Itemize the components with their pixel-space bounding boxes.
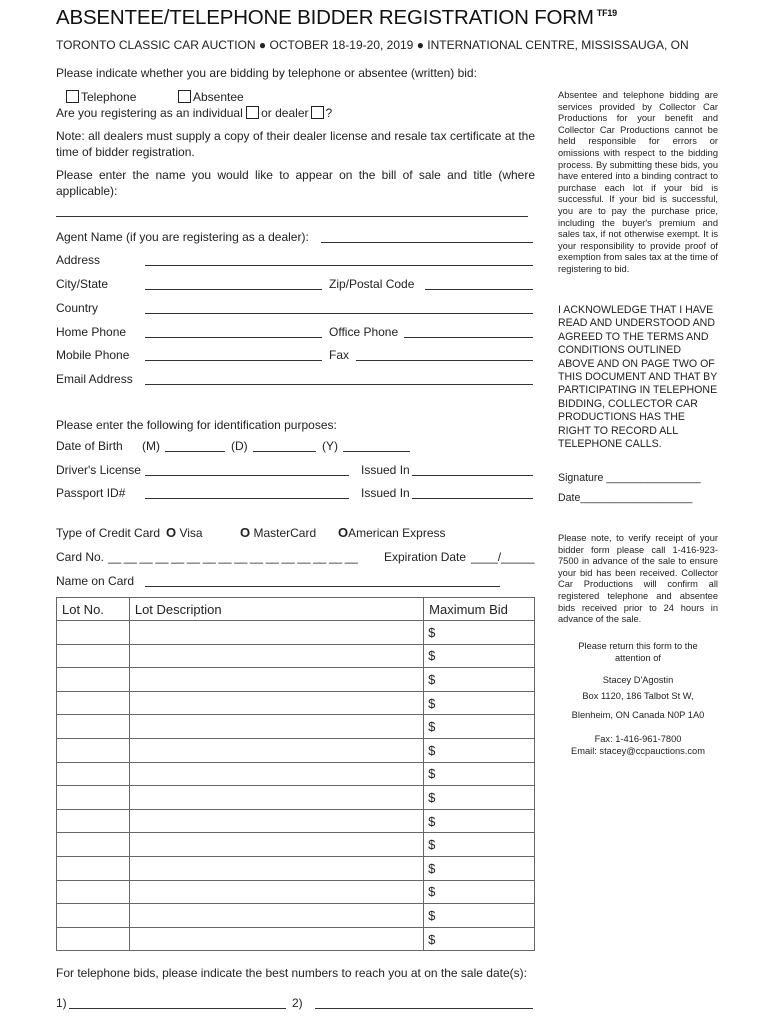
telephone-option[interactable]: [66, 90, 136, 104]
phone-2-label: 2): [292, 996, 303, 1010]
maximum-bid-cell[interactable]: $: [424, 621, 535, 645]
name-on-card-label: Name on Card: [56, 574, 135, 588]
signature-label: Signature: [558, 472, 604, 484]
bidding-disclaimer: Absentee and telephone bidding are services provided by Collector Car Productions for your benefit and Collector Car Productions cannot be held responsible for errors or omissions with respect to the bidding process. By submitting these bids, you have entered into a binding contract to purchase each lot if your bid is successful. If your bid is successful, you are to pay the purchase price, including the buyer's premium and sales tax, if not otherwise exempt. It is your responsibility to provide proof of exemption from sales tax at the time of registering to bid.: [558, 90, 718, 274]
signature-row: [558, 472, 701, 484]
lot-description-cell[interactable]: [129, 691, 423, 715]
agent-name-label: Agent Name (if you are registering as a dealer):: [56, 230, 309, 244]
passport-issued-in-label: Issued In: [361, 486, 410, 500]
city-state-label: City/State: [56, 277, 109, 291]
lot-description-cell[interactable]: [129, 856, 423, 880]
lot-description-cell[interactable]: [129, 927, 423, 951]
lot-description-cell[interactable]: [129, 621, 423, 645]
form-code: TF19: [596, 8, 617, 18]
registrant-prompt: Are you registering as an individual: [56, 106, 243, 120]
lot-no-cell[interactable]: [57, 668, 130, 692]
mobile-phone-label: Mobile Phone: [56, 348, 130, 362]
lot-no-cell[interactable]: [57, 715, 130, 739]
table-header-row: [57, 598, 535, 621]
telephone-checkbox[interactable]: [66, 90, 79, 103]
lot-description-cell[interactable]: [129, 762, 423, 786]
phone-2-line[interactable]: [315, 1008, 533, 1009]
card-type-label: Type of Credit Card: [56, 526, 161, 540]
amex-label: American Express: [348, 526, 446, 540]
date-field[interactable]: ___________________: [580, 492, 693, 504]
mobile-phone-line[interactable]: [145, 360, 322, 361]
maximum-bid-cell[interactable]: $: [424, 833, 535, 857]
lot-no-cell[interactable]: [57, 738, 130, 762]
dob-label: Date of Birth: [56, 439, 123, 453]
lot-no-cell[interactable]: [57, 691, 130, 715]
expiration-field[interactable]: ____/_____: [471, 550, 535, 564]
mastercard-label: MasterCard: [253, 526, 317, 540]
contact-address-line1: Box 1120, 186 Talbot St W,: [582, 691, 694, 701]
absentee-option[interactable]: [178, 90, 244, 104]
maximum-bid-cell[interactable]: $: [424, 809, 535, 833]
passport-label: Passport ID#: [56, 486, 126, 500]
maximum-bid-cell[interactable]: $: [424, 904, 535, 928]
identification-prompt: Please enter the following for identification purposes:: [56, 418, 337, 432]
country-label: Country: [56, 301, 99, 315]
contact-name: Stacey D'Agostin: [602, 675, 674, 685]
office-phone-line[interactable]: [404, 337, 533, 338]
lot-description-cell[interactable]: [129, 668, 423, 692]
dob-year-label: (Y): [322, 439, 338, 453]
acknowledgement: I ACKNOWLEDGE THAT I HAVE READ AND UNDERSTOOD AND AGREED TO THE TERMS AND CONDITIONS OUTLINED ABOVE AND ON PAGE TWO OF THIS DOCUMENT AND THAT BY PARTICIPATING IN TELEPHONE BIDDING, COLLECTOR CAR PRODUCTIONS HAS THE RIGHT TO RECORD ALL TELEPHONE CALLS.: [558, 304, 718, 451]
maximum-bid-cell[interactable]: $: [424, 691, 535, 715]
lot-no-cell[interactable]: [57, 644, 130, 668]
lot-no-cell[interactable]: [57, 927, 130, 951]
lot-description-cell[interactable]: [129, 715, 423, 739]
country-line[interactable]: [145, 313, 533, 314]
table-row: [57, 691, 535, 715]
card-number-label: Card No.: [56, 550, 105, 564]
phone-prompt: For telephone bids, please indicate the best numbers to reach you at on the sale date(s):: [56, 966, 527, 980]
lot-no-cell[interactable]: [57, 762, 130, 786]
card-number-field[interactable]: __ __ __ __ __ __ __ __ __ __ __ __ __ __ __ __: [108, 550, 358, 564]
table-row: [57, 668, 535, 692]
absentee-label: Absentee: [193, 90, 244, 104]
bill-of-sale-name-line[interactable]: [56, 216, 528, 217]
dealer-checkbox[interactable]: [311, 106, 324, 119]
lot-no-header: Lot No.: [57, 598, 130, 621]
form-title: ABSENTEE/TELEPHONE BIDDER REGISTRATION FORM $^{TF19}$: [56, 6, 617, 29]
contact-email: Email: stacey@ccpauctions.com: [571, 746, 705, 756]
dl-issued-in-line[interactable]: [412, 475, 533, 476]
zip-label: Zip/Postal Code: [329, 277, 415, 291]
dealer-label: or dealer: [261, 106, 309, 120]
maximum-bid-header: Maximum Bid: [424, 598, 535, 621]
fax-line[interactable]: [356, 360, 533, 361]
mastercard-option[interactable]: [240, 525, 316, 540]
registrant-type-row: [56, 106, 332, 120]
lot-description-cell[interactable]: [129, 644, 423, 668]
contact-fax: Fax: 1-416-961-7800: [594, 734, 682, 744]
table-row: [57, 927, 535, 951]
dob-month-line[interactable]: [165, 451, 225, 452]
maximum-bid-cell[interactable]: $: [424, 762, 535, 786]
phone-1-line[interactable]: [69, 1008, 286, 1009]
bid-type-prompt: Please indicate whether you are bidding by telephone or absentee (written) bid:: [56, 66, 477, 80]
visa-radio[interactable]: O: [166, 525, 177, 540]
lot-description-cell[interactable]: [129, 786, 423, 810]
signature-field[interactable]: ________________: [606, 472, 701, 484]
return-note: Please return this form to the attention of: [578, 641, 698, 663]
lot-description-cell[interactable]: [129, 809, 423, 833]
dob-day-line[interactable]: [253, 451, 316, 452]
maximum-bid-cell[interactable]: $: [424, 856, 535, 880]
passport-issued-in-line[interactable]: [412, 498, 533, 499]
office-phone-label: Office Phone: [329, 325, 399, 339]
phone-1-label: 1): [56, 996, 67, 1010]
table-row: [57, 786, 535, 810]
date-row: [558, 492, 692, 504]
lot-description-cell[interactable]: [129, 880, 423, 904]
visa-option[interactable]: [166, 525, 203, 540]
table-row: [57, 715, 535, 739]
dob-day-label: (D): [231, 439, 248, 453]
telephone-label: Telephone: [81, 90, 137, 104]
amex-option[interactable]: [338, 525, 446, 540]
address-line[interactable]: [145, 265, 533, 266]
table-row: [57, 621, 535, 645]
table-row: [57, 809, 535, 833]
table-row: [57, 762, 535, 786]
maximum-bid-cell[interactable]: $: [424, 668, 535, 692]
lot-no-cell[interactable]: [57, 833, 130, 857]
amex-radio[interactable]: O: [338, 525, 349, 540]
dob-month-label: (M): [142, 439, 160, 453]
individual-checkbox[interactable]: [246, 106, 259, 119]
lots-table: [56, 597, 535, 951]
verify-note: Please note, to verify receipt of your bidder form please call 1-416-923-7500 in advance of the sale to ensure your bid has been received. Collector Car Productions will confirm all registered telephone and absentee bids received prior to 24 hours in advance of the sale.: [558, 533, 718, 625]
lot-no-cell[interactable]: [57, 904, 130, 928]
home-phone-label: Home Phone: [56, 325, 127, 339]
contact-address-line2: Blenheim, ON Canada N0P 1A0: [571, 710, 705, 720]
table-row: [57, 880, 535, 904]
visa-label: Visa: [179, 526, 203, 540]
lot-no-cell[interactable]: [57, 621, 130, 645]
maximum-bid-cell[interactable]: $: [424, 715, 535, 739]
table-row: [57, 644, 535, 668]
lot-no-cell[interactable]: [57, 880, 130, 904]
maximum-bid-cell[interactable]: $: [424, 644, 535, 668]
home-phone-line[interactable]: [145, 337, 322, 338]
drivers-license-line[interactable]: [145, 475, 349, 476]
dl-issued-in-label: Issued In: [361, 463, 410, 477]
table-row: [57, 833, 535, 857]
lot-description-cell[interactable]: [129, 738, 423, 762]
passport-line[interactable]: [145, 498, 349, 499]
table-row: [57, 738, 535, 762]
maximum-bid-cell[interactable]: $: [424, 738, 535, 762]
name-on-card-line[interactable]: [145, 586, 500, 587]
drivers-license-label: Driver's License: [56, 463, 141, 477]
city-state-line[interactable]: [145, 289, 322, 290]
maximum-bid-cell[interactable]: $: [424, 786, 535, 810]
address-label: Address: [56, 253, 101, 267]
agent-name-line[interactable]: [321, 242, 533, 243]
absentee-checkbox[interactable]: [178, 90, 191, 103]
registrant-question-mark: ?: [325, 106, 333, 120]
lot-no-cell[interactable]: [57, 856, 130, 880]
dob-year-line[interactable]: [343, 451, 410, 452]
email-line[interactable]: [145, 384, 533, 385]
bill-of-sale-prompt: Please enter the name you would like to appear on the bill of sale and title (where applicable):: [56, 168, 535, 198]
table-row: [57, 904, 535, 928]
lot-description-cell[interactable]: [129, 904, 423, 928]
maximum-bid-cell[interactable]: $: [424, 927, 535, 951]
maximum-bid-cell[interactable]: $: [424, 880, 535, 904]
fax-label: Fax: [329, 348, 350, 362]
lot-no-cell[interactable]: [57, 809, 130, 833]
table-row: [57, 856, 535, 880]
expiration-label: Expiration Date: [384, 550, 467, 564]
zip-line[interactable]: [425, 289, 533, 290]
mastercard-radio[interactable]: O: [240, 525, 251, 540]
lot-no-cell[interactable]: [57, 786, 130, 810]
dealer-note: Note: all dealers must supply a copy of their dealer license and resale tax certificate at the time of bidder registration.: [56, 129, 535, 159]
form-subtitle: TORONTO CLASSIC CAR AUCTION ● OCTOBER 18-19-20, 2019 ● INTERNATIONAL CENTRE, MISSISSAUGA, ON: [56, 38, 689, 52]
lot-description-cell[interactable]: [129, 833, 423, 857]
email-label: Email Address: [56, 372, 133, 386]
date-label: Date: [558, 492, 581, 504]
lot-description-header: Lot Description: [129, 598, 423, 621]
